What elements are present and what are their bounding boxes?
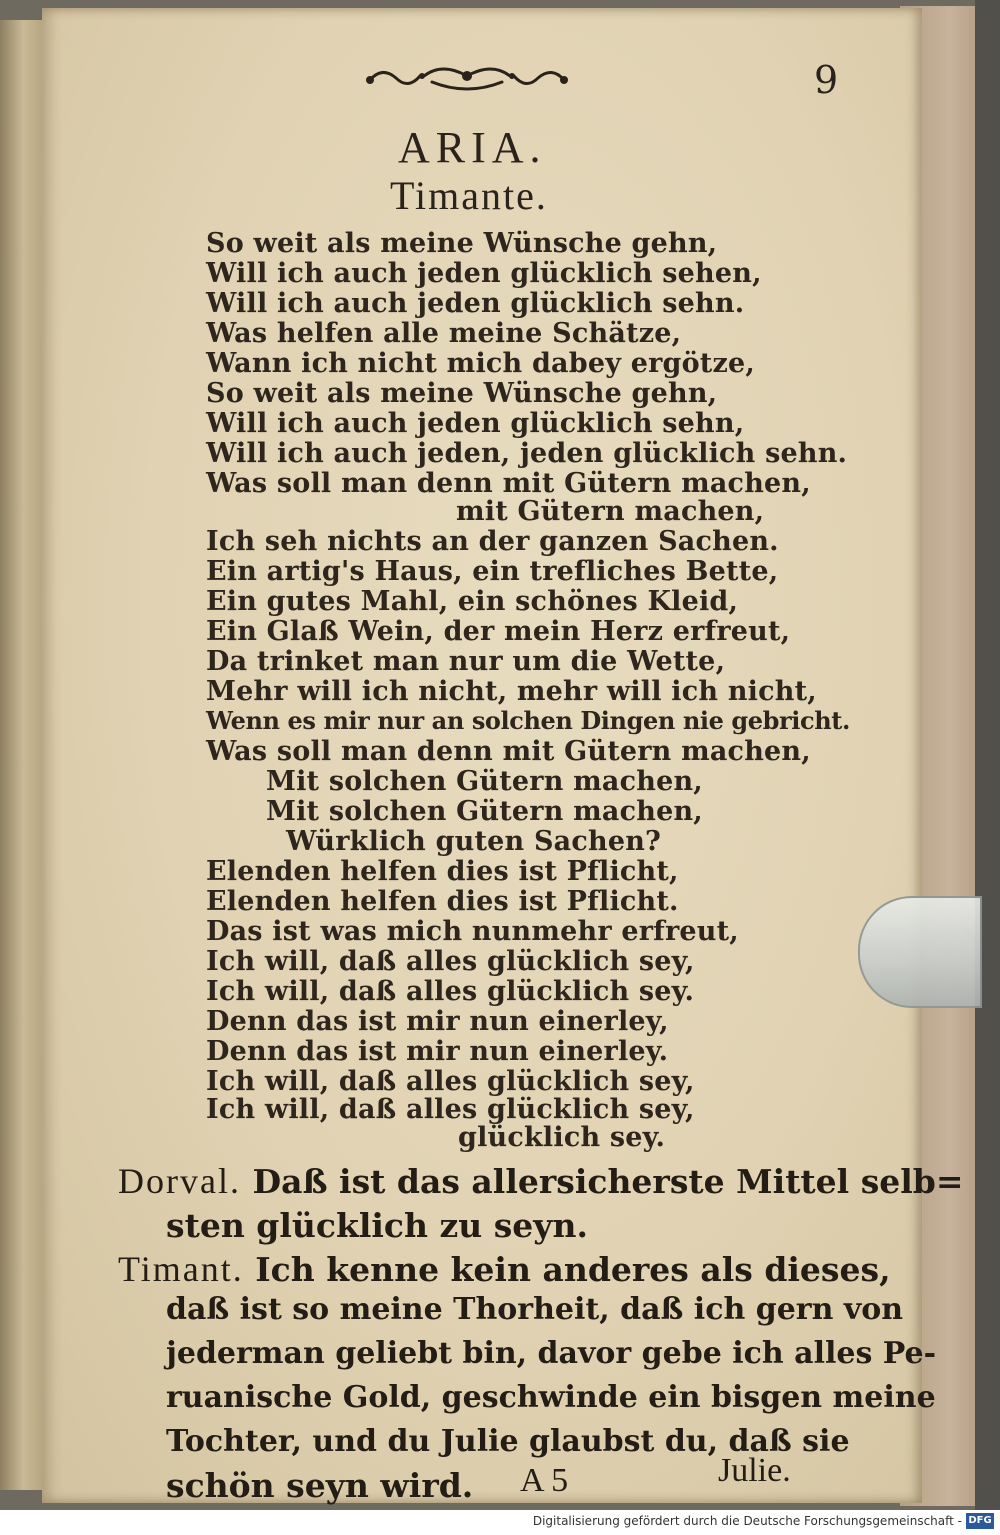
- aria-line: Ich will, daß alles glücklich sey.: [206, 976, 695, 1007]
- dfg-logo-icon: DFG: [966, 1513, 994, 1529]
- page-subtitle: Timante.: [390, 173, 548, 218]
- aria-line: Ein artig's Haus, ein trefliches Bette,: [206, 556, 779, 587]
- aria-line: Ein gutes Mahl, ein schönes Kleid,: [206, 586, 739, 617]
- dialogue-line: [118, 1160, 964, 1202]
- aria-line: Wann ich nicht mich dabey ergötze,: [206, 348, 755, 379]
- aria-line: So weit als meine Wünsche gehn,: [206, 378, 718, 409]
- aria-line: Ich will, daß alles glücklich sey,: [206, 1094, 695, 1125]
- aria-line: Elenden helfen dies ist Pflicht,: [206, 856, 679, 887]
- aria-line: Mit solchen Gütern machen,: [266, 796, 703, 827]
- catchword: Julie.: [718, 1452, 791, 1489]
- aria-line: Ich will, daß alles glücklich sey,: [206, 1066, 695, 1097]
- aria-line: Würklich guten Sachen?: [286, 826, 662, 857]
- aria-line: Ein Glaß Wein, der mein Herz erfreut,: [206, 616, 791, 647]
- page-title: ARIA.: [398, 123, 547, 172]
- aria-line: Da trinket man nur um die Wette,: [206, 646, 726, 677]
- left-page-edge: [0, 20, 44, 1490]
- speaker-name: Dorval.: [118, 1161, 241, 1201]
- dialogue-line: daß ist so meine Thorheit, daß ich gern von: [166, 1292, 904, 1327]
- aria-line: Mit solchen Gütern machen,: [266, 766, 703, 797]
- aria-line: glücklich sey.: [458, 1122, 666, 1153]
- speaker-name: Timant.: [118, 1249, 244, 1289]
- aria-line: Was helfen alle meine Schätze,: [206, 318, 682, 349]
- page-number: 9: [814, 58, 839, 102]
- dialogue-line: jederman geliebt bin, davor gebe ich alles Pe-: [166, 1336, 937, 1371]
- dialogue-line: ruanische Gold, geschwinde ein bisgen meine: [166, 1380, 936, 1415]
- dialogue-line: [118, 1248, 891, 1290]
- printer-ornament-icon: [362, 56, 572, 98]
- aria-line: Das ist was mich nunmehr erfreut,: [206, 916, 739, 947]
- dialogue-line: sten glücklich zu seyn.: [166, 1206, 588, 1245]
- aria-line: Was soll man denn mit Gütern machen,: [206, 468, 811, 499]
- aria-line: Was soll man denn mit Gütern machen,: [206, 736, 811, 767]
- aria-line: Mehr will ich nicht, mehr will ich nicht,: [206, 676, 817, 707]
- aria-line: Will ich auch jeden glücklich sehen,: [206, 258, 762, 289]
- dialogue-text: Daß ist das allersicherste Mittel selb=: [252, 1162, 964, 1201]
- aria-line: mit Gütern machen,: [456, 496, 765, 527]
- dialogue-text: Ich kenne kein anderes als dieses,: [255, 1250, 891, 1289]
- signature-mark: A 5: [520, 1462, 569, 1499]
- aria-line: Will ich auch jeden glücklich sehn,: [206, 408, 745, 439]
- aria-line: So weit als meine Wünsche gehn,: [206, 228, 718, 259]
- dialogue-line: schön seyn wird.: [166, 1466, 474, 1505]
- aria-line: Ich seh nichts an der ganzen Sachen.: [206, 526, 779, 557]
- aria-line: Denn das ist mir nun einerley,: [206, 1006, 669, 1037]
- aria-line: Denn das ist mir nun einerley.: [206, 1036, 669, 1067]
- scan-edge: [975, 0, 1000, 1510]
- aria-line: Will ich auch jeden glücklich sehn.: [206, 288, 745, 319]
- aria-line: Ich will, daß alles glücklich sey,: [206, 946, 695, 977]
- aria-line: Elenden helfen dies ist Pflicht.: [206, 886, 679, 917]
- dialogue-line: Tochter, und du Julie glaubst du, daß sie: [166, 1424, 850, 1459]
- page-clip: [858, 896, 982, 1008]
- aria-line: Will ich auch jeden, jeden glücklich sehn.: [206, 438, 848, 469]
- funding-credit: Digitalisierung gefördert durch die Deutsche Forschungsgemeinschaft -: [532, 1514, 962, 1528]
- aria-line: Wenn es mir nur an solchen Dingen nie gebricht.: [206, 706, 850, 735]
